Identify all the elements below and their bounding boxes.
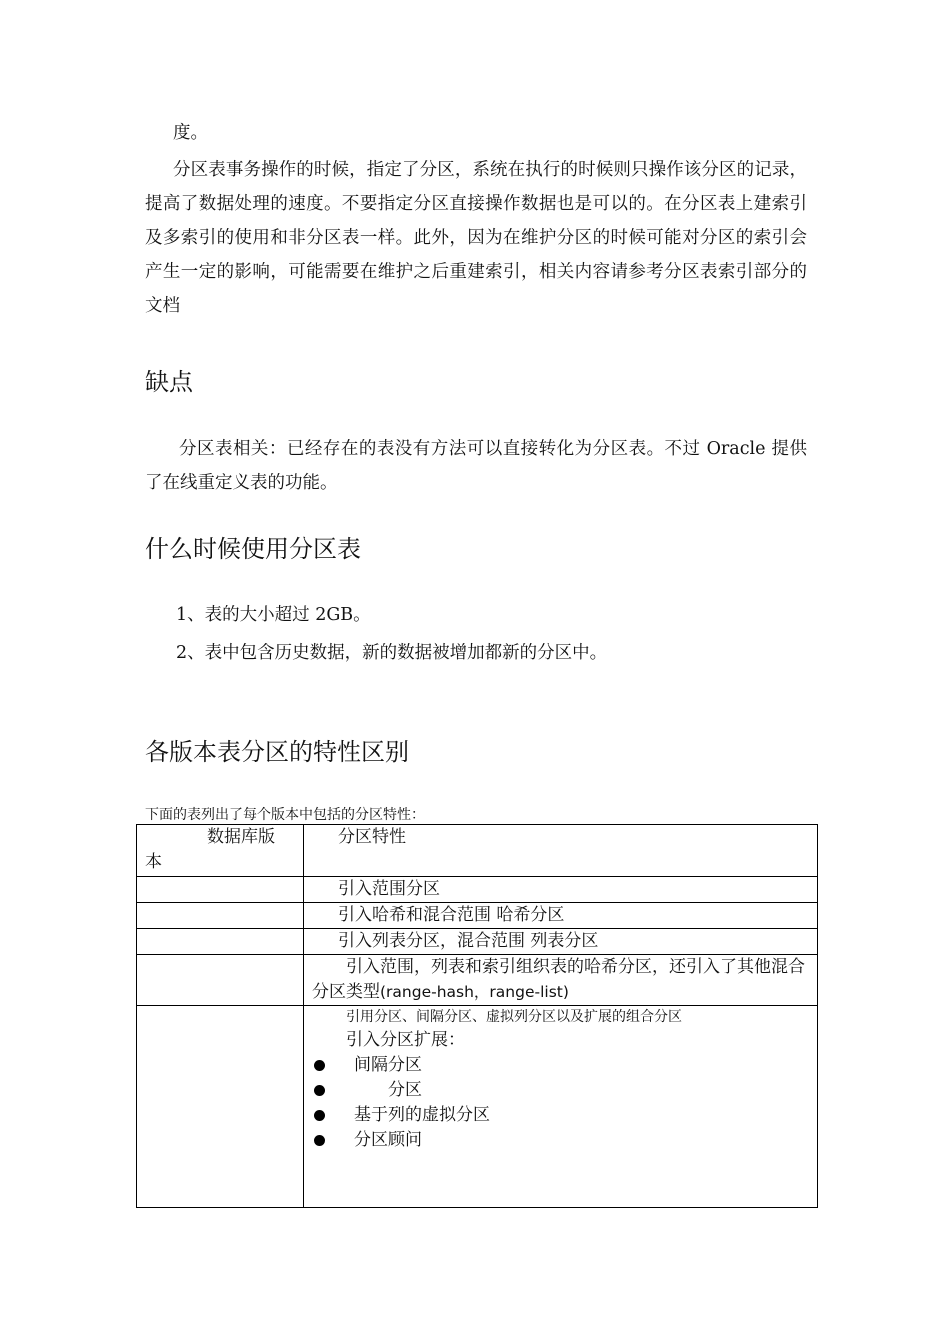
- row-feature-cell: 引入哈希和混合范围 哈希分区: [304, 903, 818, 929]
- header-partition-features: 分区特性: [304, 825, 818, 877]
- row-feature-text: 引入范围，列表和索引组织表的哈希分区，还引入了其他混合分区类型: [312, 957, 805, 1002]
- row-feature-line-1: 引用分区、间隔分区、虚拟列分区以及扩展的组合分区: [346, 1009, 682, 1025]
- table-row: [137, 903, 818, 929]
- heading-cons: 缺点: [145, 368, 193, 396]
- table-row: [137, 955, 818, 1006]
- row-feature-cell: [304, 955, 818, 1006]
- list-item: 基于列的虚拟分区: [312, 1103, 809, 1128]
- table-header-row: [137, 825, 818, 877]
- bullet-icon: [314, 1060, 325, 1071]
- row-feature-types: (range-hash，range-list): [380, 983, 569, 1001]
- table-caption: 下面的表列出了每个版本中包括的分区特性：: [145, 807, 425, 823]
- paragraph-advantages: 分区表事务操作的时候，指定了分区，系统在执行的时候则只操作该分区的记录，提高了数据处理的速度。不要指定分区直接操作数据也是可以的。在分区表上建索引及多索引的使用和非分区表一样。此外，因为在维护分区的时候可能对分区的索引会产生一定的影响，可能需要在维护之后重建索引，相关内容请参考分区表索引部分的文档: [145, 160, 807, 316]
- list-item: 分区: [312, 1078, 809, 1103]
- row-version-cell: [137, 877, 304, 903]
- row-version-cell: [137, 1006, 304, 1208]
- bullet-icon: [314, 1110, 325, 1121]
- when-item-1: 1、表的大小超过 2GB。: [176, 605, 371, 625]
- heading-when: 什么时候使用分区表: [145, 535, 361, 563]
- row-feature-cell: [304, 1006, 818, 1208]
- intro-tail: 度。: [173, 123, 208, 143]
- row-version-cell: [137, 955, 304, 1006]
- bullet-icon: [314, 1085, 325, 1096]
- list-item: 间隔分区: [312, 1053, 809, 1078]
- row-feature-cell: 引入范围分区: [304, 877, 818, 903]
- paragraph-cons: 分区表相关：已经存在的表没有方法可以直接转化为分区表。不过 Oracle 提供了在线重定义表的功能。: [145, 439, 807, 493]
- header-database-version: [137, 825, 304, 877]
- row-feature-cell: 引入列表分区，混合范围 列表分区: [304, 929, 818, 955]
- table-row: [137, 877, 818, 903]
- list-item: 分区顾问: [312, 1128, 809, 1153]
- partition-features-table: [136, 824, 818, 1208]
- heading-versions: 各版本表分区的特性区别: [145, 738, 409, 766]
- row-version-cell: [137, 903, 304, 929]
- header-col1-label: 数据库版本: [145, 827, 275, 872]
- feature-bullet-list: [312, 1053, 809, 1153]
- row-version-cell: [137, 929, 304, 955]
- when-item-2: 2、表中包含历史数据，新的数据被增加都新的分区中。: [176, 643, 608, 663]
- table-row: [137, 1006, 818, 1208]
- bullet-icon: [314, 1135, 325, 1146]
- table-row: [137, 929, 818, 955]
- row-feature-line-2: 引入分区扩展：: [346, 1030, 465, 1050]
